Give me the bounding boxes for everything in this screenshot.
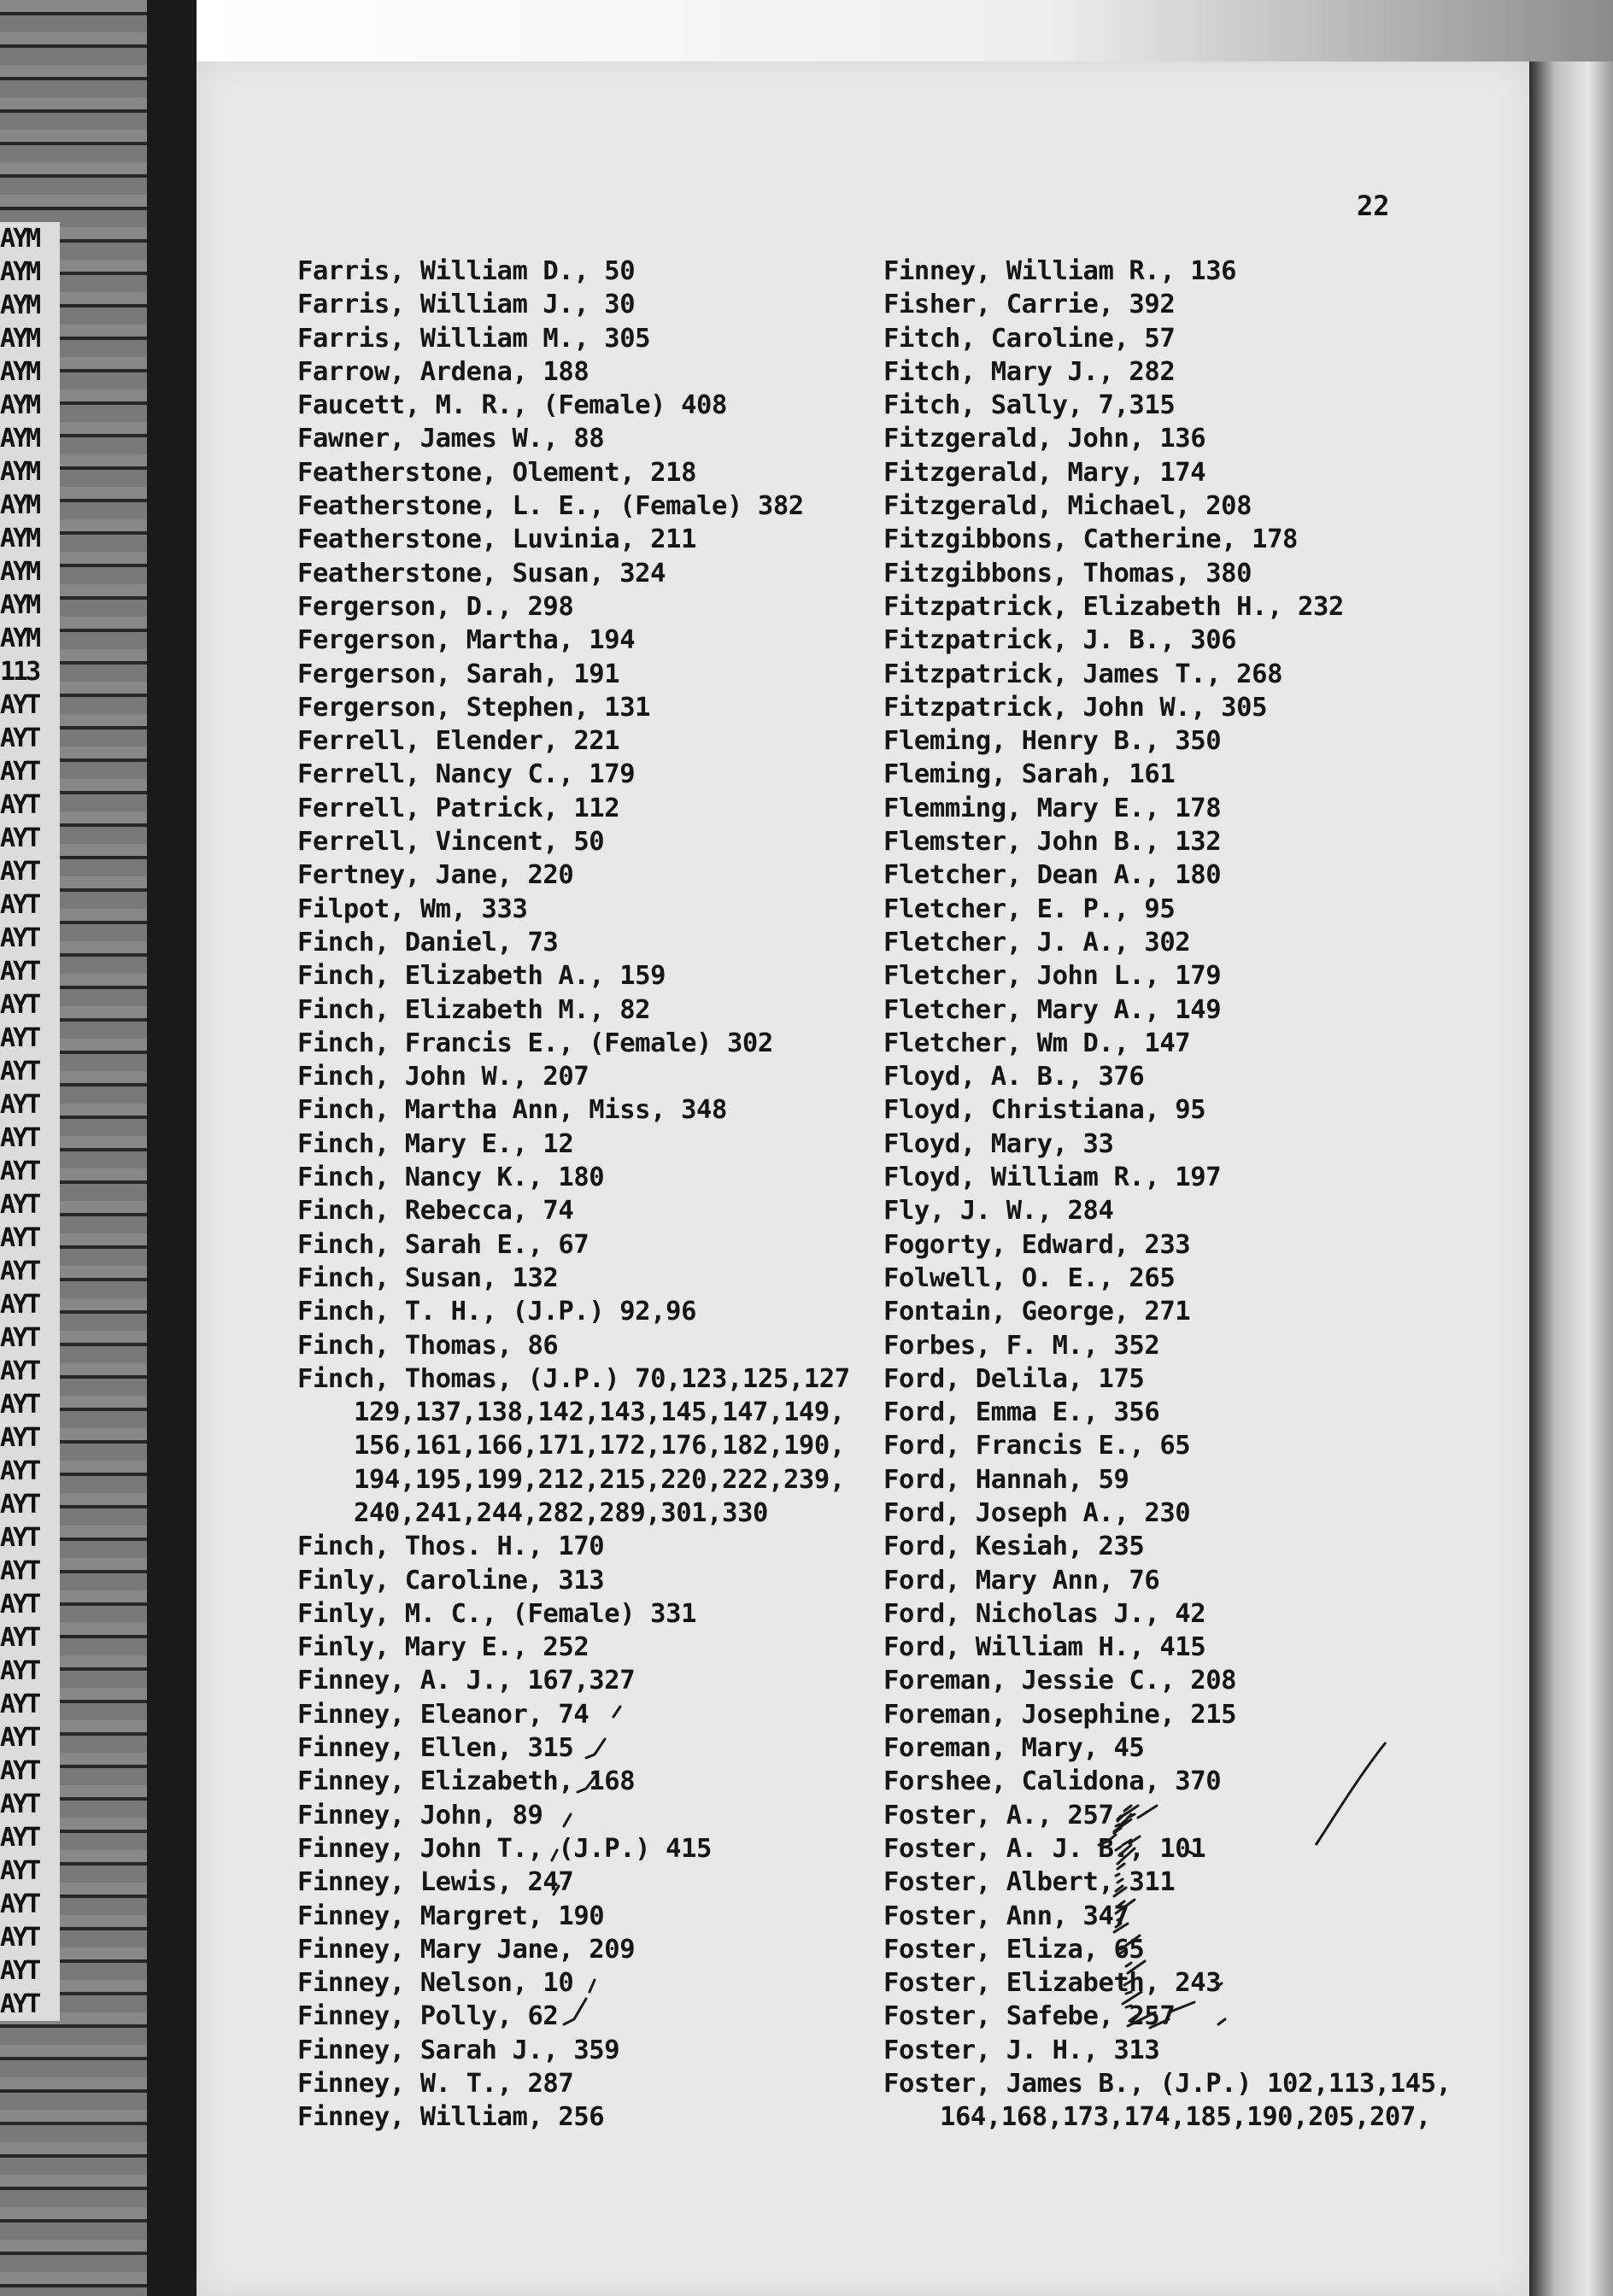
- index-entry: Finly, Caroline, 313: [297, 1565, 605, 1596]
- margin-mark: AYT: [0, 1590, 39, 1620]
- index-entry: Ford, Emma E., 356: [883, 1397, 1160, 1428]
- index-entry: Foster, Elizabeth, 243: [883, 1968, 1222, 1999]
- margin-mark: AYT: [0, 723, 39, 753]
- index-entry: Finney, Sarah J., 359: [297, 2035, 620, 2065]
- margin-mark: AYT: [0, 1723, 39, 1753]
- index-entry: Flemming, Mary E., 178: [883, 793, 1222, 823]
- margin-mark: AYT: [0, 1023, 39, 1053]
- index-entry: Fisher, Carrie, 392: [883, 290, 1176, 320]
- margin-mark: AYT: [0, 1057, 39, 1086]
- index-entry: Finch, Thos. H., 170: [297, 1532, 605, 1562]
- index-entry: Ford, Nicholas J., 42: [883, 1598, 1206, 1629]
- margin-mark: AYT: [0, 1956, 39, 1986]
- margin-mark: AYM: [0, 557, 39, 587]
- index-entry: Fleming, Henry B., 350: [883, 726, 1222, 757]
- index-entry: Ford, Delila, 175: [883, 1363, 1145, 1394]
- index-entry: Forbes, F. M., 352: [883, 1330, 1160, 1361]
- index-entry: Fly, J. W., 284: [883, 1196, 1114, 1227]
- margin-mark: AYM: [0, 490, 39, 520]
- margin-mark: AYT: [0, 957, 39, 987]
- index-entry: Finch, Francis E., (Female) 302: [297, 1028, 773, 1058]
- margin-mark: AYM: [0, 457, 39, 487]
- index-entry: Finney, William, 256: [297, 2102, 605, 2133]
- index-entry: Farris, William M., 305: [297, 323, 651, 354]
- margin-mark: AYT: [0, 1523, 39, 1553]
- index-entry: Finney, William R., 136: [883, 256, 1237, 286]
- index-entry: Finch, Rebecca, 74: [297, 1196, 574, 1227]
- index-entry: Ford, Joseph A., 230: [883, 1497, 1191, 1528]
- index-entry: Forshee, Calidona, 370: [883, 1766, 1222, 1797]
- margin-mark: AYT: [0, 1390, 39, 1420]
- margin-mark: AYT: [0, 890, 39, 920]
- index-entry: Finch, Elizabeth M., 82: [297, 994, 651, 1025]
- index-entry-continuation: 164,168,173,174,185,190,205,207,: [940, 2102, 1431, 2133]
- margin-mark: AYT: [0, 757, 39, 787]
- index-entry: Fletcher, Mary A., 149: [883, 994, 1222, 1025]
- index-entry: Finney, Mary Jane, 209: [297, 1934, 636, 1965]
- top-scan-border: [196, 0, 1613, 62]
- index-entry: Fitzpatrick, Elizabeth H., 232: [883, 591, 1344, 622]
- index-entry: Fertney, Jane, 220: [297, 860, 574, 891]
- index-entry: Featherstone, L. E., (Female) 382: [297, 491, 804, 522]
- index-entry: Fletcher, John L., 179: [883, 961, 1222, 992]
- index-entry: Fitch, Caroline, 57: [883, 323, 1176, 354]
- index-entry: Fletcher, J. A., 302: [883, 927, 1191, 958]
- index-entry: Ford, Hannah, 59: [883, 1464, 1129, 1495]
- index-entry: Fontain, George, 271: [883, 1297, 1191, 1327]
- index-entry: Finch, Martha Ann, Miss, 348: [297, 1095, 727, 1126]
- index-entry: Finch, Elizabeth A., 159: [297, 961, 666, 992]
- index-entry: Finch, Daniel, 73: [297, 927, 559, 958]
- index-entry: Finney, Nelson, 10: [297, 1968, 574, 1999]
- margin-mark: AYT: [0, 1623, 39, 1653]
- margin-mark: AYM: [0, 524, 39, 554]
- index-column-left: [297, 255, 895, 2135]
- margin-mark: AYM: [0, 290, 39, 320]
- margin-mark: AYM: [0, 224, 39, 254]
- margin-mark: AYT: [0, 1756, 39, 1786]
- index-entry: Fitzgibbons, Catherine, 178: [883, 524, 1298, 555]
- index-entry: Ferrell, Nancy C., 179: [297, 759, 636, 790]
- index-entry: Floyd, William R., 197: [883, 1163, 1222, 1193]
- index-entry: Filpot, Wm, 333: [297, 893, 528, 924]
- margin-mark: AYT: [0, 1423, 39, 1453]
- index-entry: Flemster, John B., 132: [883, 827, 1222, 858]
- index-entry: Finch, Nancy K., 180: [297, 1163, 605, 1193]
- facing-page-margin-marks: [0, 222, 60, 2021]
- margin-mark: AYM: [0, 390, 39, 420]
- index-entry: Fitzgibbons, Thomas, 380: [883, 558, 1252, 589]
- margin-mark: AYM: [0, 257, 39, 287]
- index-entry: Finch, Sarah E., 67: [297, 1229, 589, 1260]
- index-entry: Fergerson, Sarah, 191: [297, 659, 620, 689]
- index-entry: Fitzgerald, Mary, 174: [883, 457, 1206, 488]
- index-entry: Ferrell, Patrick, 112: [297, 793, 620, 823]
- index-entry: Fergerson, D., 298: [297, 591, 574, 622]
- page-number: 22: [1357, 190, 1390, 222]
- index-entry: Foreman, Jessie C., 208: [883, 1666, 1237, 1696]
- index-entry-continuation: 129,137,138,142,143,145,147,149,: [354, 1397, 845, 1428]
- index-entry: Featherstone, Susan, 324: [297, 558, 666, 589]
- index-entry: Farris, William D., 50: [297, 256, 636, 286]
- index-entry: Ford, Francis E., 65: [883, 1431, 1191, 1461]
- margin-mark: AYT: [0, 1923, 39, 1953]
- margin-mark: AYT: [0, 690, 39, 720]
- index-entry: Finney, W. T., 287: [297, 2069, 574, 2100]
- margin-mark: AYT: [0, 1456, 39, 1486]
- index-entry: Foster, Safebe, 257: [883, 2001, 1176, 2032]
- index-entry: Floyd, A. B., 376: [883, 1062, 1145, 1092]
- index-entry: Finney, John, 89: [297, 1800, 543, 1830]
- margin-mark: AYT: [0, 1223, 39, 1253]
- index-entry-continuation: 194,195,199,212,215,220,222,239,: [354, 1464, 845, 1495]
- index-entry: Finch, Thomas, 86: [297, 1330, 559, 1361]
- margin-mark: AYT: [0, 990, 39, 1020]
- index-entry: Fletcher, Dean A., 180: [883, 860, 1222, 891]
- index-entry: Fitzpatrick, James T., 268: [883, 659, 1283, 689]
- index-entry: Finney, Margret, 190: [297, 1901, 605, 1931]
- index-entry: Fitzpatrick, J. B., 306: [883, 625, 1237, 656]
- book-spine: [147, 0, 196, 2296]
- index-entry: Fogorty, Edward, 233: [883, 1229, 1191, 1260]
- index-entry: Fleming, Sarah, 161: [883, 759, 1176, 790]
- margin-mark: AYT: [0, 923, 39, 953]
- index-entry: Finch, Thomas, (J.P.) 70,123,125,127: [297, 1363, 850, 1394]
- margin-mark: AYM: [0, 624, 39, 653]
- index-entry: Finch, Susan, 132: [297, 1262, 559, 1293]
- margin-mark: AYT: [0, 1690, 39, 1719]
- margin-mark: AYM: [0, 357, 39, 387]
- index-entry: Foreman, Josephine, 215: [883, 1699, 1237, 1730]
- index-entry: Farrow, Ardena, 188: [297, 356, 589, 387]
- index-entry: Fitch, Sally, 7,315: [883, 390, 1176, 421]
- index-entry: Fawner, James W., 88: [297, 424, 605, 454]
- index-entry: Finney, Polly, 62: [297, 2001, 559, 2032]
- margin-mark: AYT: [0, 1656, 39, 1686]
- index-entry: Ford, William H., 415: [883, 1632, 1206, 1663]
- index-entry: Finch, Mary E., 12: [297, 1128, 574, 1159]
- index-entry: Fletcher, Wm D., 147: [883, 1028, 1191, 1058]
- margin-mark: AYT: [0, 1889, 39, 1919]
- index-entry: Foster, Ann, 347: [883, 1901, 1129, 1931]
- margin-mark: AYT: [0, 823, 39, 853]
- index-entry: Finly, Mary E., 252: [297, 1632, 589, 1663]
- margin-mark: AYT: [0, 1190, 39, 1220]
- index-entry: Fletcher, E. P., 95: [883, 893, 1176, 924]
- margin-mark: AYM: [0, 324, 39, 354]
- index-entry: Farris, William J., 30: [297, 290, 636, 320]
- index-entry: Ferrell, Elender, 221: [297, 726, 620, 757]
- margin-mark: AYT: [0, 1490, 39, 1520]
- index-entry: Finney, Elizabeth, 168: [297, 1766, 636, 1797]
- index-entry: Floyd, Mary, 33: [883, 1128, 1114, 1159]
- margin-mark: AYT: [0, 1290, 39, 1320]
- margin-mark: AYT: [0, 1856, 39, 1886]
- index-entry: Foster, A. J. B., 101: [883, 1833, 1206, 1864]
- margin-mark: 113: [0, 657, 39, 687]
- margin-mark: AYT: [0, 1823, 39, 1853]
- index-entry: Featherstone, Olement, 218: [297, 457, 697, 488]
- index-entry: Finly, M. C., (Female) 331: [297, 1598, 697, 1629]
- index-entry: Foreman, Mary, 45: [883, 1733, 1145, 1764]
- right-page-edge: [1529, 62, 1613, 2296]
- index-entry-continuation: 240,241,244,282,289,301,330: [354, 1497, 768, 1528]
- margin-mark: AYT: [0, 857, 39, 887]
- margin-mark: AYT: [0, 1256, 39, 1286]
- index-entry: Folwell, O. E., 265: [883, 1262, 1176, 1293]
- margin-mark: AYT: [0, 1157, 39, 1186]
- margin-mark: AYT: [0, 790, 39, 820]
- index-entry: Fitzgerald, Michael, 208: [883, 491, 1252, 522]
- index-entry: Finch, T. H., (J.P.) 92,96: [297, 1297, 697, 1327]
- index-entry: Featherstone, Luvinia, 211: [297, 524, 697, 555]
- margin-mark: AYM: [0, 424, 39, 454]
- index-entry: Ford, Mary Ann, 76: [883, 1565, 1160, 1596]
- index-entry: Foster, J. H., 313: [883, 2035, 1160, 2065]
- index-entry: Finney, A. J., 167,327: [297, 1666, 636, 1696]
- index-entry: Finney, Ellen, 315: [297, 1733, 574, 1764]
- margin-mark: AYT: [0, 1090, 39, 1120]
- index-entry: Fergerson, Stephen, 131: [297, 692, 651, 723]
- index-entry: Fitch, Mary J., 282: [883, 356, 1176, 387]
- index-entry: Ferrell, Vincent, 50: [297, 827, 605, 858]
- margin-mark: AYT: [0, 1123, 39, 1153]
- margin-mark: AYT: [0, 1989, 39, 2019]
- index-entry: Foster, Eliza, 65: [883, 1934, 1145, 1965]
- index-entry: Foster, James B., (J.P.) 102,113,145,: [883, 2069, 1452, 2100]
- index-entry: Fitzpatrick, John W., 305: [883, 692, 1268, 723]
- margin-mark: AYT: [0, 1556, 39, 1586]
- index-entry: Ford, Kesiah, 235: [883, 1532, 1145, 1562]
- index-entry: Foster, Albert, 311: [883, 1867, 1176, 1898]
- index-entry: Finch, John W., 207: [297, 1062, 589, 1092]
- index-entry-continuation: 156,161,166,171,172,176,182,190,: [354, 1431, 845, 1461]
- index-entry: Fergerson, Martha, 194: [297, 625, 636, 656]
- index-entry: Finney, John T., (J.P.) 415: [297, 1833, 712, 1864]
- index-entry: Faucett, M. R., (Female) 408: [297, 390, 727, 421]
- margin-mark: AYT: [0, 1323, 39, 1353]
- index-entry: Finney, Eleanor, 74: [297, 1699, 589, 1730]
- index-entry: Foster, A., 257: [883, 1800, 1114, 1830]
- index-entry: Fitzgerald, John, 136: [883, 424, 1206, 454]
- margin-mark: AYM: [0, 590, 39, 620]
- margin-mark: AYT: [0, 1356, 39, 1386]
- index-entry: Finney, Lewis, 247: [297, 1867, 574, 1898]
- margin-mark: AYT: [0, 1789, 39, 1819]
- index-column-right: [883, 255, 1481, 2135]
- index-entry: Floyd, Christiana, 95: [883, 1095, 1206, 1126]
